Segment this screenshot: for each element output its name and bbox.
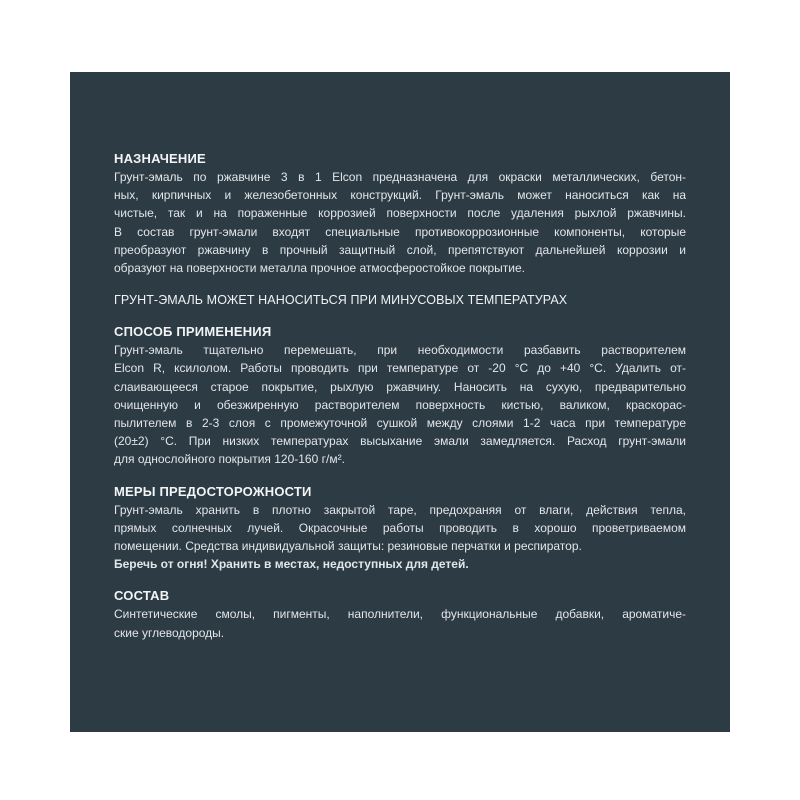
application-line: для однослойного покрытия 120-160 г/м². bbox=[114, 452, 345, 467]
precautions-line: прямых солнечных лучей. Окрасочные работы проводить в хорошо проветриваемом bbox=[114, 520, 686, 535]
precautions-heading: МЕРЫ ПРЕДОСТОРОЖНОСТИ bbox=[114, 483, 312, 499]
application-text bbox=[114, 341, 686, 468]
precautions-line: Грунт-эмаль хранить в плотно закрытой таре, предохраняя от влаги, действия тепла, bbox=[114, 502, 686, 517]
purpose-text bbox=[114, 168, 686, 277]
composition-line: Синтетические смолы, пигменты, наполнители, функциональные добавки, ароматиче- bbox=[114, 607, 686, 622]
fire-warning: Беречь от огня! Хранить в местах, недоступных для детей. bbox=[114, 557, 469, 572]
composition-text bbox=[114, 605, 686, 641]
purpose-heading: НАЗНАЧЕНИЕ bbox=[114, 151, 206, 166]
composition-section bbox=[114, 587, 686, 641]
application-line: (20±2) °С. При низких температурах высыхание эмали замедляется. Расход грунт-эмали bbox=[114, 434, 686, 449]
composition-heading: СОСТАВ bbox=[114, 588, 170, 604]
application-line: Elcon R, ксилолом. Работы проводить при температуре от -20 °С до +40 °С. Удалить от- bbox=[114, 361, 686, 376]
purpose-section bbox=[114, 150, 686, 277]
application-line: очищенную и обезжиренную растворителем поверхность кистью, валиком, краскорас- bbox=[114, 397, 686, 412]
purpose-line: Грунт-эмаль по ржавчине 3 в 1 Elcon предназначена для окраски металлических, бетон- bbox=[114, 170, 686, 184]
purpose-line: ных, кирпичных и железобетонных конструкций. Грунт-эмаль может наноситься как на bbox=[114, 188, 686, 203]
purpose-line: В состав грунт-эмали входят специальные противокоррозионные компоненты, которые bbox=[114, 224, 686, 239]
purpose-line: преобразуют ржавчину в прочный защитный слой, препятствуют дальнейшей коррозии и bbox=[114, 242, 686, 257]
precautions-line: помещении. Средства индивидуальной защиты: резиновые перчатки и респиратор. bbox=[114, 539, 582, 554]
composition-line: ские углеводороды. bbox=[114, 625, 225, 640]
purpose-line: образуют на поверхности металла прочное атмосферостойкое покрытие. bbox=[114, 261, 525, 276]
application-section bbox=[114, 323, 686, 468]
frost-application-notice: ГРУНТ-ЭМАЛЬ МОЖЕТ НАНОСИТЬСЯ ПРИ МИНУСОВЫХ ТЕМПЕРАТУРАХ bbox=[114, 293, 568, 308]
application-line: Грунт-эмаль тщательно перемешать, при необходимости разбавить растворителем bbox=[114, 343, 686, 358]
application-line: слаивающееся старое покрытие, рыхлую ржавчину. Наносить на сухую, предварительно bbox=[114, 379, 686, 394]
purpose-line: чистые, так и на пораженные коррозией поверхности после удаления рыхлой ржавчины. bbox=[114, 206, 686, 221]
precautions-text bbox=[114, 501, 686, 574]
instructions-panel bbox=[70, 72, 730, 732]
precautions-section bbox=[114, 483, 686, 574]
application-heading: СПОСОБ ПРИМЕНЕНИЯ bbox=[114, 324, 272, 340]
application-line: пылителем в 2-3 слоя с промежуточной сушкой между слоями 1-2 часа при температуре bbox=[114, 416, 686, 431]
